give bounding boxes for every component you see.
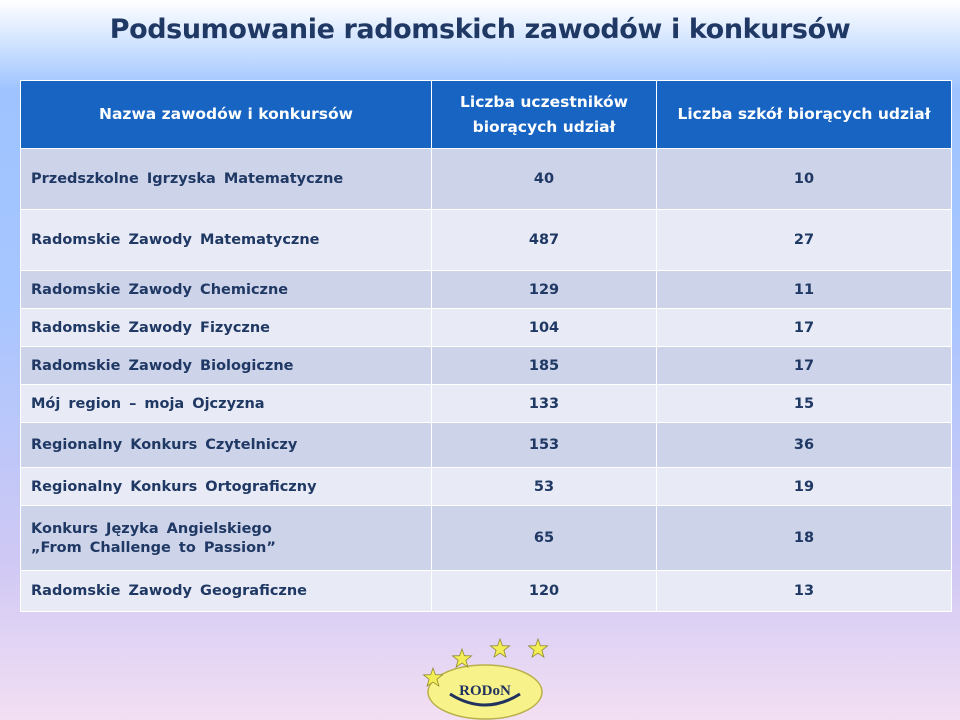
- competition-name-line1: Konkurs Języka Angielskiego: [31, 520, 272, 537]
- table-row: [21, 271, 952, 309]
- participants-count: 153: [432, 423, 657, 468]
- competition-name: Radomskie Zawody Fizyczne: [21, 309, 432, 347]
- table-row: [21, 423, 952, 468]
- star-icon: [453, 649, 472, 667]
- schools-count: 10: [657, 149, 952, 210]
- participants-count: 120: [432, 571, 657, 612]
- table-row: [21, 571, 952, 612]
- participants-count: 487: [432, 210, 657, 271]
- schools-count: 19: [657, 468, 952, 506]
- competition-name: Przedszkolne Igrzyska Matematyczne: [21, 149, 432, 210]
- table-header-row: [21, 81, 952, 149]
- competition-name: Mój region – moja Ojczyzna: [21, 385, 432, 423]
- competition-name: Regionalny Konkurs Ortograficzny: [21, 468, 432, 506]
- table-row: [21, 309, 952, 347]
- schools-count: 27: [657, 210, 952, 271]
- header-competition-name: Nazwa zawodów i konkursów: [21, 81, 432, 149]
- competition-name: Regionalny Konkurs Czytelniczy: [21, 423, 432, 468]
- summary-table: [20, 80, 952, 612]
- page-title: Podsumowanie radomskich zawodów i konkursów: [109, 14, 851, 45]
- schools-count: 36: [657, 423, 952, 468]
- competition-name: Radomskie Zawody Matematyczne: [21, 210, 432, 271]
- participants-count: 129: [432, 271, 657, 309]
- header-schools: Liczba szkół biorących udział: [657, 81, 952, 149]
- rodon-logo: [420, 636, 550, 720]
- schools-count: 17: [657, 347, 952, 385]
- participants-count: 53: [432, 468, 657, 506]
- star-icon: [491, 639, 510, 657]
- table-row: [21, 149, 952, 210]
- participants-count: 40: [432, 149, 657, 210]
- table-row: [21, 385, 952, 423]
- table-row: [21, 210, 952, 271]
- star-icon: [529, 639, 548, 657]
- competition-name: [21, 506, 432, 571]
- participants-count: 65: [432, 506, 657, 571]
- schools-count: 17: [657, 309, 952, 347]
- logo-text: RODoN: [459, 683, 511, 699]
- schools-count: 11: [657, 271, 952, 309]
- header-participants: Liczba uczestników biorących udział: [432, 81, 657, 149]
- table-row: [21, 347, 952, 385]
- table-row: [21, 506, 952, 571]
- competition-name: Radomskie Zawody Geograficzne: [21, 571, 432, 612]
- table-row: [21, 468, 952, 506]
- participants-count: 185: [432, 347, 657, 385]
- schools-count: 18: [657, 506, 952, 571]
- competition-name: Radomskie Zawody Biologiczne: [21, 347, 432, 385]
- schools-count: 13: [657, 571, 952, 612]
- participants-count: 133: [432, 385, 657, 423]
- schools-count: 15: [657, 385, 952, 423]
- competition-name-line2: „From Challenge to Passion”: [31, 539, 276, 556]
- competition-name: Radomskie Zawody Chemiczne: [21, 271, 432, 309]
- participants-count: 104: [432, 309, 657, 347]
